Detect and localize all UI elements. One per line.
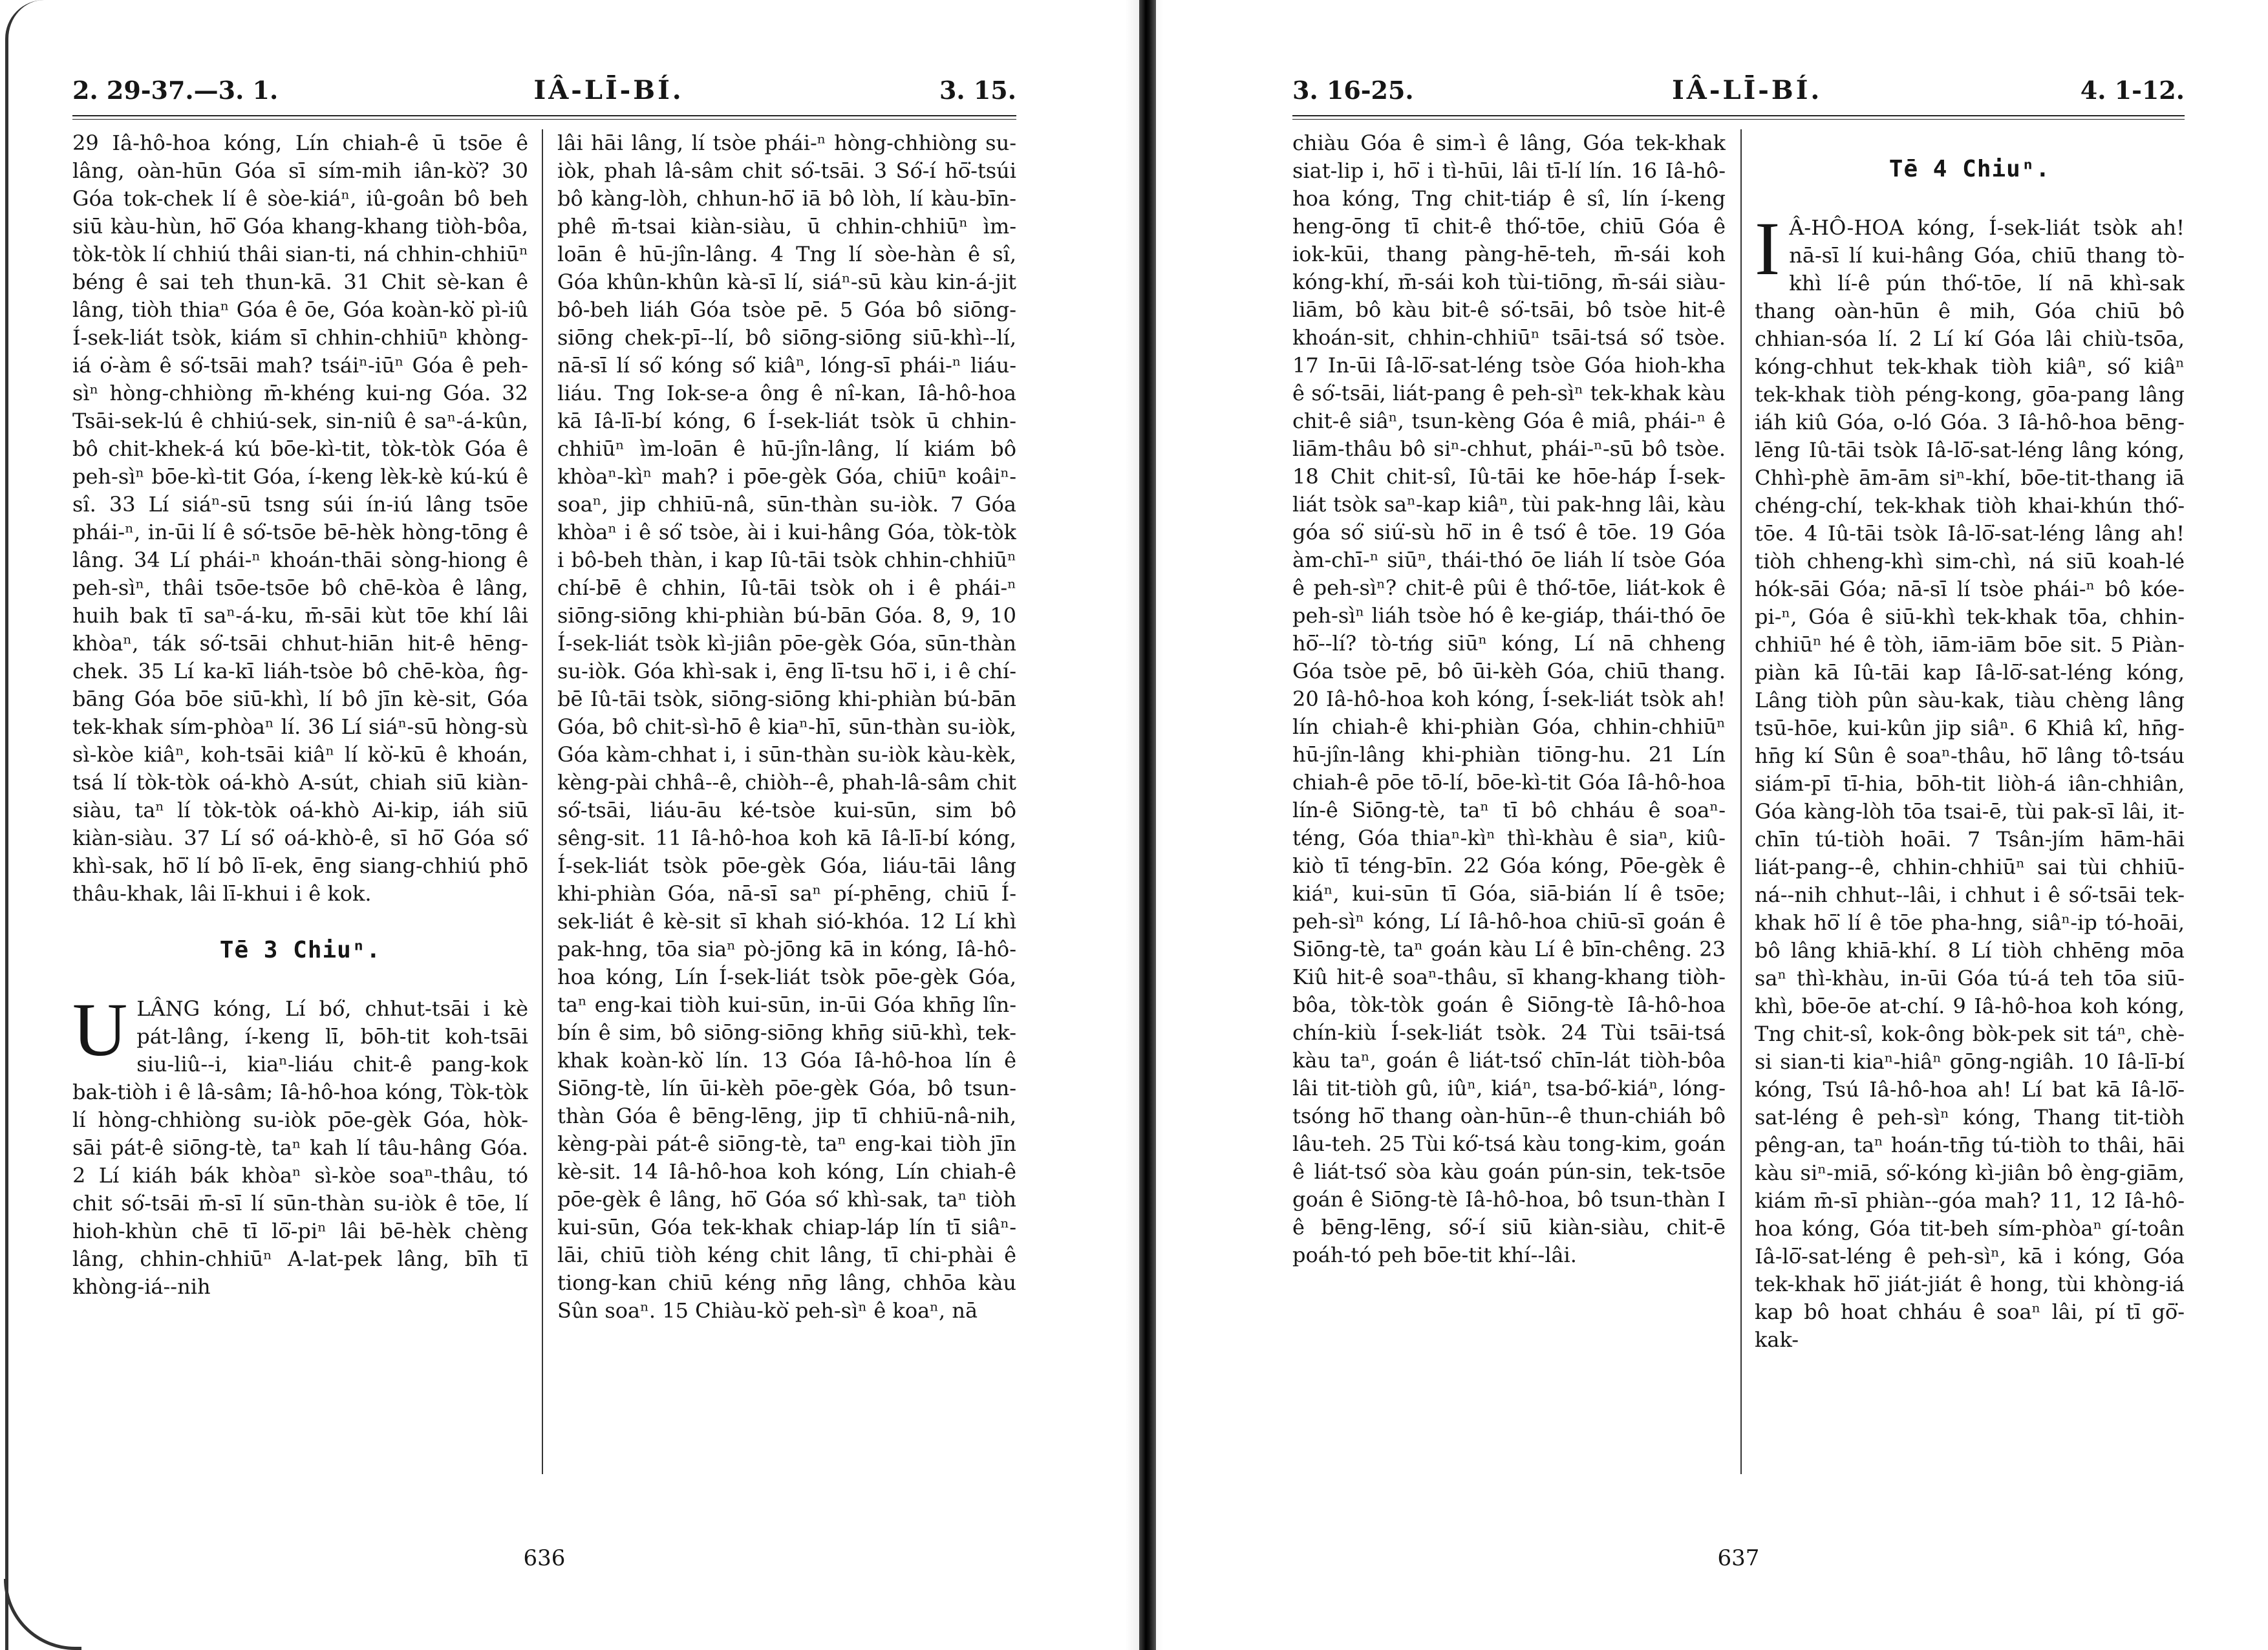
drop-cap: U	[72, 987, 128, 1072]
header-rule	[1292, 115, 2185, 120]
header-book-title: IÂ-LĪ-BÍ.	[1672, 75, 1823, 105]
verse-block: LÂNG kóng, Lí bó͘, chhut-tsāi i kè pát-lâng, í-keng lī, bōh-tit koh-tsāi siu-liû--i, kiaⁿ-liáu chit-ê pang-kok bak-tiòh i ê lâ-sâm; Iâ-hô-hoa kóng, Tòk-tòk lí hòng-chhiòng su-iòk pōe-gèk Góa, hòk-sāi pát-ê siōng-tè, taⁿ kah lí tâu-hâng Góa. 2 Lí kiáh bák khòaⁿ sì-kòe soaⁿ-thâu, tó chit só͘-tsāi m̄-sī lí sūn-thàn su-iòk ê tōe, lí hioh-khùn chē tī lō͘-piⁿ lâi bē-hèk chèng lâng, chhin-chhiūⁿ A-lat-pek lâng, bīh tī khòng-iá--nih	[72, 996, 528, 1299]
drop-cap: I	[1755, 206, 1781, 291]
header-verse-range-left: 2. 29-37.—3. 1.	[72, 76, 279, 105]
text-column-right	[1755, 129, 2185, 1481]
column-divider	[1740, 129, 1742, 1474]
text-column-left	[1292, 129, 1726, 1481]
verse-block: lâi hāi lâng, lí tsòe phái-ⁿ hòng-chhiòng su-iòk, phah lâ-sâm chit só͘-tsāi. 3 Só͘-í hō͘-tsúi bô kàng-lòh, chhun-hō͘ iā bô lòh, lí kàu-bīn-phê m̄-tsai kiàn-siàu, ū chhin-chhiūⁿ ìm-loān ê hū-jîn-lâng. 4 Tng lí sòe-hàn ê sî, Góa khûn-khûn kà-sī lí, siáⁿ-sū kàu kin-á-jit bô-beh liáh Góa tsòe pē. 5 Góa bô siōng-siōng chek-pī--lí, bô siōng-siōng siū-khì--lí, nā-sī lí só͘ kóng só͘ kiâⁿ, lóng-sī phái-ⁿ liáu-liáu. Tng Iok-se-a ông ê nî-kan, Iâ-hô-hoa kā Iâ-lī-bí kóng, 6 Í-sek-liát tsòk ū chhin-chhiūⁿ ìm-loān ê hū-jîn-lâng, lí kiám bô khòaⁿ-kìⁿ mah? i pōe-gèk Góa, chiūⁿ koâiⁿ-soaⁿ, jip chhiū-nâ, sūn-thàn su-iòk. 7 Góa khòaⁿ i ê só͘ tsòe, ài i kui-hâng Góa, tòk-tòk i bô-beh thàn, i kap Iû-tāi tsòk chhin-chhiūⁿ chí-bē ê chhin, Iû-tāi tsòk oh i ê phái-ⁿ siōng-siōng khi-phiàn bú-bān Góa. 8, 9, 10 Í-sek-liát tsòk kì-jiân pōe-gèk Góa, sūn-thàn su-iòk. Góa khì-sak i, ēng lī-tsu hō͘ i, i ê chí-bē Iû-tāi tsòk, siōng-siōng khi-phiàn bú-bān Góa, bô chit-sì-hō ê kiaⁿ-hī, sūn-thàn su-iòk, Góa kàm-chhat i, i sūn-thàn su-iòk kàu-kèk, kèng-pài chhâ--ê, chiòh--ê, phah-lâ-sâm chit só͘-tsāi, liáu-āu ké-tsòe kui-sūn, sim bô sêng-sit. 11 Iâ-hô-hoa koh kā Iâ-lī-bí kóng, Í-sek-liát tsòk pōe-gèk Góa, liáu-tāi lâng khi-phiàn Góa, nā-sī saⁿ pí-phēng, chiū Í-sek-liát ê kè-sit sī khah sió-khóa. 12 Lí khì pak-hng, tōa siaⁿ pò-jōng kā in kóng, Iâ-hô-hoa kóng, Lín Í-sek-liát tsòk pōe-gèk Góa, taⁿ eng-kai tiòh kui-sūn, in-ūi Góa khn̄g lîn-bín ê sim, bô siōng-siōng khn̄g siū-khì, tek-khak koàn-kò͘ lín. 13 Góa Iâ-hô-hoa lín ê Siōng-tè, lín ūi-kèh pōe-gèk Góa, bô tsun-thàn Góa ê bēng-lēng, jip tī chhiū-nâ-nih, kèng-pài pát-ê siōng-tè, taⁿ eng-kai tiòh jīn kè-sit. 14 Iâ-hô-hoa koh kóng, Lín chiah-ê pōe-gèk ê lâng, hō͘ Góa só͘ khì-sak, taⁿ tiòh kui-sūn, Góa tek-khak chiap-láp lín tī siâⁿ-lāi, chiū tiòh kéng chit lâng, tī chi-phài ê tiong-kan chiū kéng nn̄g lâng, chhōa kàu Sûn soaⁿ. 15 Chiàu-kò͘ peh-sìⁿ ê koaⁿ, nā	[557, 131, 1016, 1323]
verse-block: chiàu Góa ê sim-ì ê lâng, Góa tek-khak siat-lip i, hō͘ i tì-hūi, lâi tī-lí lín. 16 Iâ-hô-hoa kóng, Tng chit-tiáp ê sî, lín í-keng heng-ōng tī chit-ê thó͘-tōe, chiū Góa ê iok-kūi, thang pàng-hē-teh, m̄-sái koh kóng-khí, m̄-sái koh tùi-tiōng, m̄-sái siàu-liām, bô kàu bit-ê só͘-tsāi, bô tsòe hit-ê khoán-sit, chhin-chhiūⁿ tsāi-tsá só͘ tsòe. 17 In-ūi Iâ-lō͘-sat-léng tsòe Góa hioh-kha ê só͘-tsāi, liát-pang ê peh-sìⁿ tek-khak kàu chit-ê siâⁿ, tsun-kèng Góa ê miâ, phái-ⁿ ê liām-thâu bô siⁿ-chhut, phái-ⁿ-sū bô tsòe. 18 Chit chit-sî, Iû-tāi ke hōe-háp Í-sek-liát tsòk saⁿ-kap kiâⁿ, tùi pak-hng lâi, kàu góa só͘ siú͘-sù hō͘ in ê tsó͘ ê tōe. 19 Góa àm-chī-ⁿ siūⁿ, thái-thó ōe liáh lí tsòe Góa ê peh-sìⁿ? chit-ê pûi ê thó͘-tōe, liát-kok ê peh-sìⁿ liáh tsòe hó ê ke-giáp, thái-thó ōe hō͘--lí? tò-tńg siūⁿ kóng, Lí nā chheng Góa tsòe pē, bô ūi-kèh Góa, chiū thang. 20 Iâ-hô-hoa koh kóng, Í-sek-liát tsòk ah! lín chiah-ê khi-phiàn Góa, chhin-chhiūⁿ hū-jîn-lâng khi-phiàn tiōng-hu. 21 Lín chiah-ê pōe tō-lí, bōe-kì-tit Góa Iâ-hô-hoa lín-ê Siōng-tè, taⁿ tī bô chháu ê soaⁿ-téng, Góa thiaⁿ-kìⁿ thì-khàu ê siaⁿ, kiû-kiò tī téng-bīn. 22 Góa kóng, Pōe-gèk ê kiáⁿ, kui-sūn tī Góa, siā-bián lí ê tsōe; peh-sìⁿ kóng, Lí Iâ-hô-hoa chiū-sī goán ê Siōng-tè, taⁿ goán kàu Lí ê bīn-chêng. 23 Kiû hit-ê soaⁿ-thâu, sī khang-khang tiòh-bôa, tòk-tòk goán ê Siōng-tè Iâ-hô-hoa chín-kiù Í-sek-liát tsòk. 24 Tùi tsāi-tsá kàu taⁿ, goán ê liát-tsó͘ chīn-lát tiòh-bôa lâi tit-tiòh gû, iûⁿ, kiáⁿ, tsa-bó͘-kiáⁿ, lóng-tsóng hō͘ thang oàn-hūn--ê thun-chiáh bô lâu-teh. 25 Tùi kó͘-tsá kàu tong-kim, goán ê liát-tsó͘ sòa kàu goán pún-sin, tek-tsōe goán ê Siōng-tè Iâ-hô-hoa, bô tsun-thàn I ê bēng-lēng, só͘-í siū kiàn-siàu, chit-ē poáh-tó peh bōe-tit khí--lâi.	[1292, 131, 1726, 1267]
chapter-heading: Tē 4 Chiuⁿ.	[1888, 156, 2051, 182]
verse-block: 29 Iâ-hô-hoa kóng, Lín chiah-ê ū tsōe ê lâng, oàn-hūn Góa sī sím-mih iân-kò͘? 30 Góa tok-chek lí ê sòe-kiáⁿ, iû-goân bô beh siū kàu-hùn, hō͘ Góa khang-khang tiòh-bôa, tòk-tòk lí chhiú thâi sian-ti, ná chhin-chhiūⁿ béng ê sai teh thun-kā. 31 Chit sè-kan ê lâng, tiòh thiaⁿ Góa ê ōe, Góa koàn-kò͘ pì-iû Í-sek-liát tsòk, kiám sī chhin-chhiūⁿ khòng-iá o͘-àm ê só͘-tsāi mah? tsáiⁿ-iūⁿ Góa ê peh-sìⁿ hòng-chhiòng m̄-khéng kui-ng Góa. 32 Tsāi-sek-lú ê chhiú-sek, sin-niû ê saⁿ-á-kûn, bô chit-khek-á kú bōe-kì-tit, tòk-tòk Góa ê peh-sìⁿ bōe-kì-tit Góa, í-keng lèk-kè kú-kú ê sî. 33 Lí siáⁿ-sū tsng súi ín-iú lâng tsōe phái-ⁿ, in-ūi lí ê só͘-tsōe bē-hèk hòng-tōng ê lâng. 34 Lí phái-ⁿ khoán-thāi sòng-hiong ê peh-sìⁿ, thâi tsōe-tsōe bô chē-kòa ê lâng, huih bak tī saⁿ-á-ku, m̄-sāi kùt tōe khí lâi khòaⁿ, ták só͘-tsāi chhut-hiān hit-ê hēng-chek. 35 Lí ka-kī liáh-tsòe bô chē-kòa, n̂g-bāng Góa bōe siū-khì, lí bô jīn kè-sit, Góa tek-khak sím-phòaⁿ lí. 36 Lí siáⁿ-sū hòng-sù sì-kòe kiâⁿ, koh-tsāi kiâⁿ lí kò͘-kū ê khoán, tsá lí tòk-tòk oá-khò A-sút, chiah siū kiàn-siàu, taⁿ lí tòk-tòk oá-khò Ai-kip, iáh siū kiàn-siàu. 37 Lí só͘ oá-khò-ê, sī hō͘ Góa só͘ khì-sak, hō͘ lí bô lī-ek, ēng siang-chhiú phō thâu-khak, lâi lī-khui i ê kok.	[72, 131, 528, 906]
right-page	[1134, 0, 2268, 1650]
text-column-right	[557, 129, 1016, 1481]
verse-block: Â-HÔ-HOA kóng, Í-sek-liát tsòk ah! nā-sī lí kui-hâng Góa, chiū thang tò-khì lí-ê pún thó͘-tōe, lí nā khì-sak thang oàn-hūn ê mih, Góa chiū bô chhian-sóa lí. 2 Lí kí Góa lâi chiù-tsōa, kóng-chhut tek-khak tiòh kiâⁿ, só͘ kiâⁿ tek-khak tiòh péng-kong, gōa-pang lâng iáh kiû Góa, o-ló Góa. 3 Iâ-hô-hoa bēng-lēng Iû-tāi tsòk Iâ-lō͘-sat-léng lâng kóng, Chhì-phè ām-ām siⁿ-khí, bōe-tit-thang iā chéng-chí, tek-khak tiòh khai-khún thó͘-tōe. 4 Iû-tāi tsòk Iâ-lō͘-sat-léng lâng ah! tiòh chheng-khì sim-chì, ná siū koah-lé hók-sāi Góa; nā-sī lí tsòe phái-ⁿ bô kóe-pi-ⁿ, Góa ê siū-khì tek-khak tōa, chhin-chhiūⁿ hé ê tòh, iām-iām bōe sit. 5 Piàn-piàn kā Iû-tāi kap Iâ-lō͘-sat-léng kóng, Lâng tiòh pûn sàu-kak, tiàu chèng lâng tsū-hōe, kui-kûn jip siâⁿ. 6 Khiâ kî, hn̄g-hn̄g kí Sûn ê soaⁿ-thâu, hō͘ lâng tô-tsáu siám-pī tī-hia, bōh-tit liòh-á iân-chhiân, Góa kàng-lòh tōa tsai-ē, tùi pak-sī lâi, it-chīn tú-tiòh hoāi. 7 Tsân-jím hām-hāi liát-pang--ê, chhin-chhiūⁿ sai tùi chhiū-ná--nih chhut--lâi, i chhut i ê só͘-tsāi tek-khak hō͘ lí ê tōe pha-hng, siâⁿ-ip tó-hoāi, bô lâng khiā-khí. 8 Lí tiòh chhēng mōa saⁿ thì-khàu, in-ūi Góa tú-á teh tōa siū-khì, bōe-ōe at-chí. 9 Iâ-hô-hoa koh kóng, Tng chit-sî, kok-ông bòk-pek sit táⁿ, chè-si sian-ti kiaⁿ-hiâⁿ gōng-ngiâh. 10 Iâ-lī-bí kóng, Tsú Iâ-hô-hoa ah! Lí bat kā Iâ-lō͘-sat-léng ê peh-sìⁿ kóng, Thang tit-tiòh pêng-an, taⁿ hoán-tn̄g tú-tiòh to thâi, hāi kàu siⁿ-miā, só͘-kóng kì-jiân bô èng-giām, kiám m̄-sī phiàn--góa mah? 11, 12 Iâ-hô-hoa kóng, Góa tit-beh sím-phòaⁿ gí-toân Iâ-lō͘-sat-léng ê peh-sìⁿ, kā i kóng, Góa tek-khak hō͘ jiát-jiát ê hong, tùi khòng-iá kap bô hoat chháu ê soaⁿ lâi, pí tī gō͘-kak-	[1755, 215, 2185, 1352]
chapter-heading: Tē 3 Chiuⁿ.	[219, 937, 381, 963]
header-book-title: IÂ-LĪ-BÍ.	[533, 75, 684, 105]
text-column-left	[72, 129, 528, 1481]
page-number: 636	[523, 1545, 566, 1571]
header-verse-range-right: 4. 1-12.	[2080, 76, 2185, 105]
chapter-opening	[1755, 206, 2185, 1354]
running-header	[1292, 75, 2185, 114]
header-rule	[72, 115, 1016, 120]
running-header	[72, 75, 1016, 114]
page-number: 637	[1717, 1545, 1760, 1571]
column-divider	[542, 129, 543, 1474]
header-verse-range-left: 3. 16-25.	[1292, 76, 1414, 105]
chapter-opening	[72, 987, 528, 1301]
page-edge-curve	[5, 0, 44, 1650]
header-verse-range-right: 3. 15.	[939, 76, 1016, 105]
